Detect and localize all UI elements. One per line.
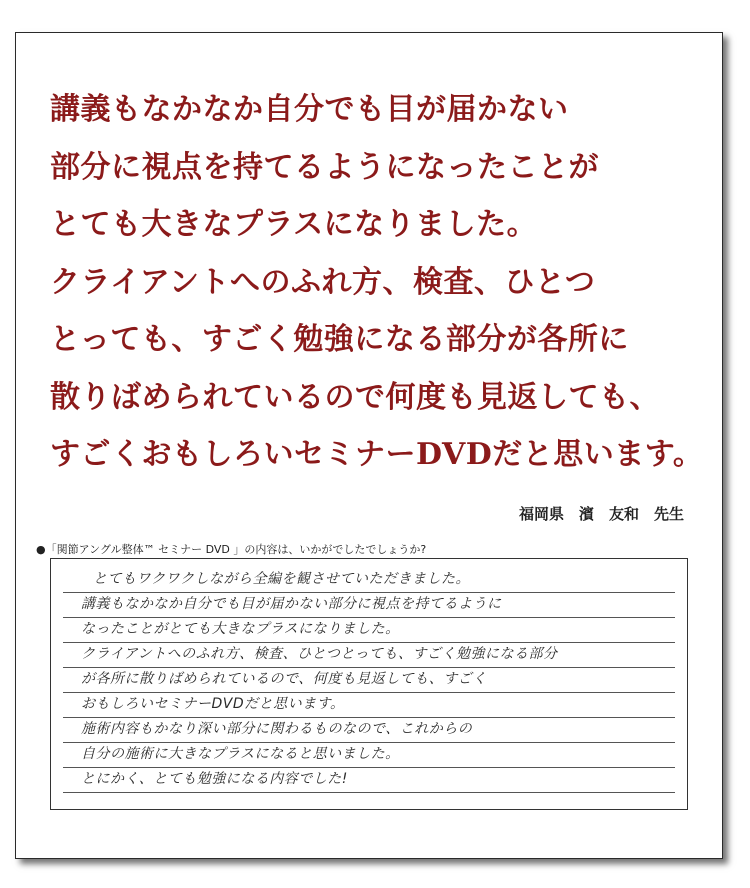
handwritten-line-text: 講義もなかなか自分でも目が届かない部分に視点を持てるように — [81, 596, 502, 612]
quote-line: 講義もなかなか自分でも目が届かない — [50, 92, 569, 127]
handwritten-line — [63, 617, 675, 643]
quote-line: 散りばめられているので何度も見返しても、 — [50, 379, 660, 415]
handwritten-line-text: とにかく、とても勉強になる内容でした! — [81, 771, 348, 787]
handwritten-line — [63, 767, 675, 793]
handwritten-line-text: 自分の施術に大きなプラスになると思いました。 — [81, 746, 400, 762]
quote-line: 部分に視点を持てるようになったことが — [50, 149, 599, 185]
handwritten-line-text: 施術内容もかなり深い部分に関わるものなので、これからの — [81, 721, 473, 737]
handwritten-line — [63, 567, 675, 593]
handwritten-line — [63, 642, 675, 668]
handwritten-line-text: おもしろいセミナーDVDだと思います。 — [81, 696, 345, 712]
testimonial-quote — [50, 81, 710, 484]
handwritten-line — [63, 692, 675, 718]
handwritten-line-text: クライアントへのふれ方、検査、ひとつとっても、すごく勉強になる部分 — [81, 646, 558, 662]
handwritten-line-text: とてもワクワクしながら全編を観させていただきました。 — [93, 571, 470, 587]
testimonial-card — [15, 32, 723, 859]
handwritten-line — [63, 592, 675, 618]
handwritten-line-text: なったことがとても大きなプラスになりました。 — [81, 621, 400, 637]
survey-question: ●「関節アングル整体™ セミナー DVD 」の内容は、いかがでしたでしょうか? — [36, 543, 427, 556]
quote-line: とても大きなプラスになりました。 — [50, 207, 538, 242]
handwritten-line — [63, 742, 675, 768]
handwritten-line-text: が各所に散りばめられているので、何度も見返しても、すごく — [81, 671, 487, 687]
handwritten-line — [63, 667, 675, 693]
testimonial-attribution: 福岡県 濱 友和 先生 — [518, 505, 684, 523]
handwritten-line — [63, 717, 675, 743]
quote-line: クライアントへのふれ方、検査、ひとつ — [50, 264, 596, 300]
quote-line: とっても、すごく勉強になる部分が各所に — [50, 322, 629, 357]
quote-line: すごくおもしろいセミナーDVDだと思います。 — [50, 437, 704, 472]
handwritten-answer-box — [50, 558, 688, 810]
